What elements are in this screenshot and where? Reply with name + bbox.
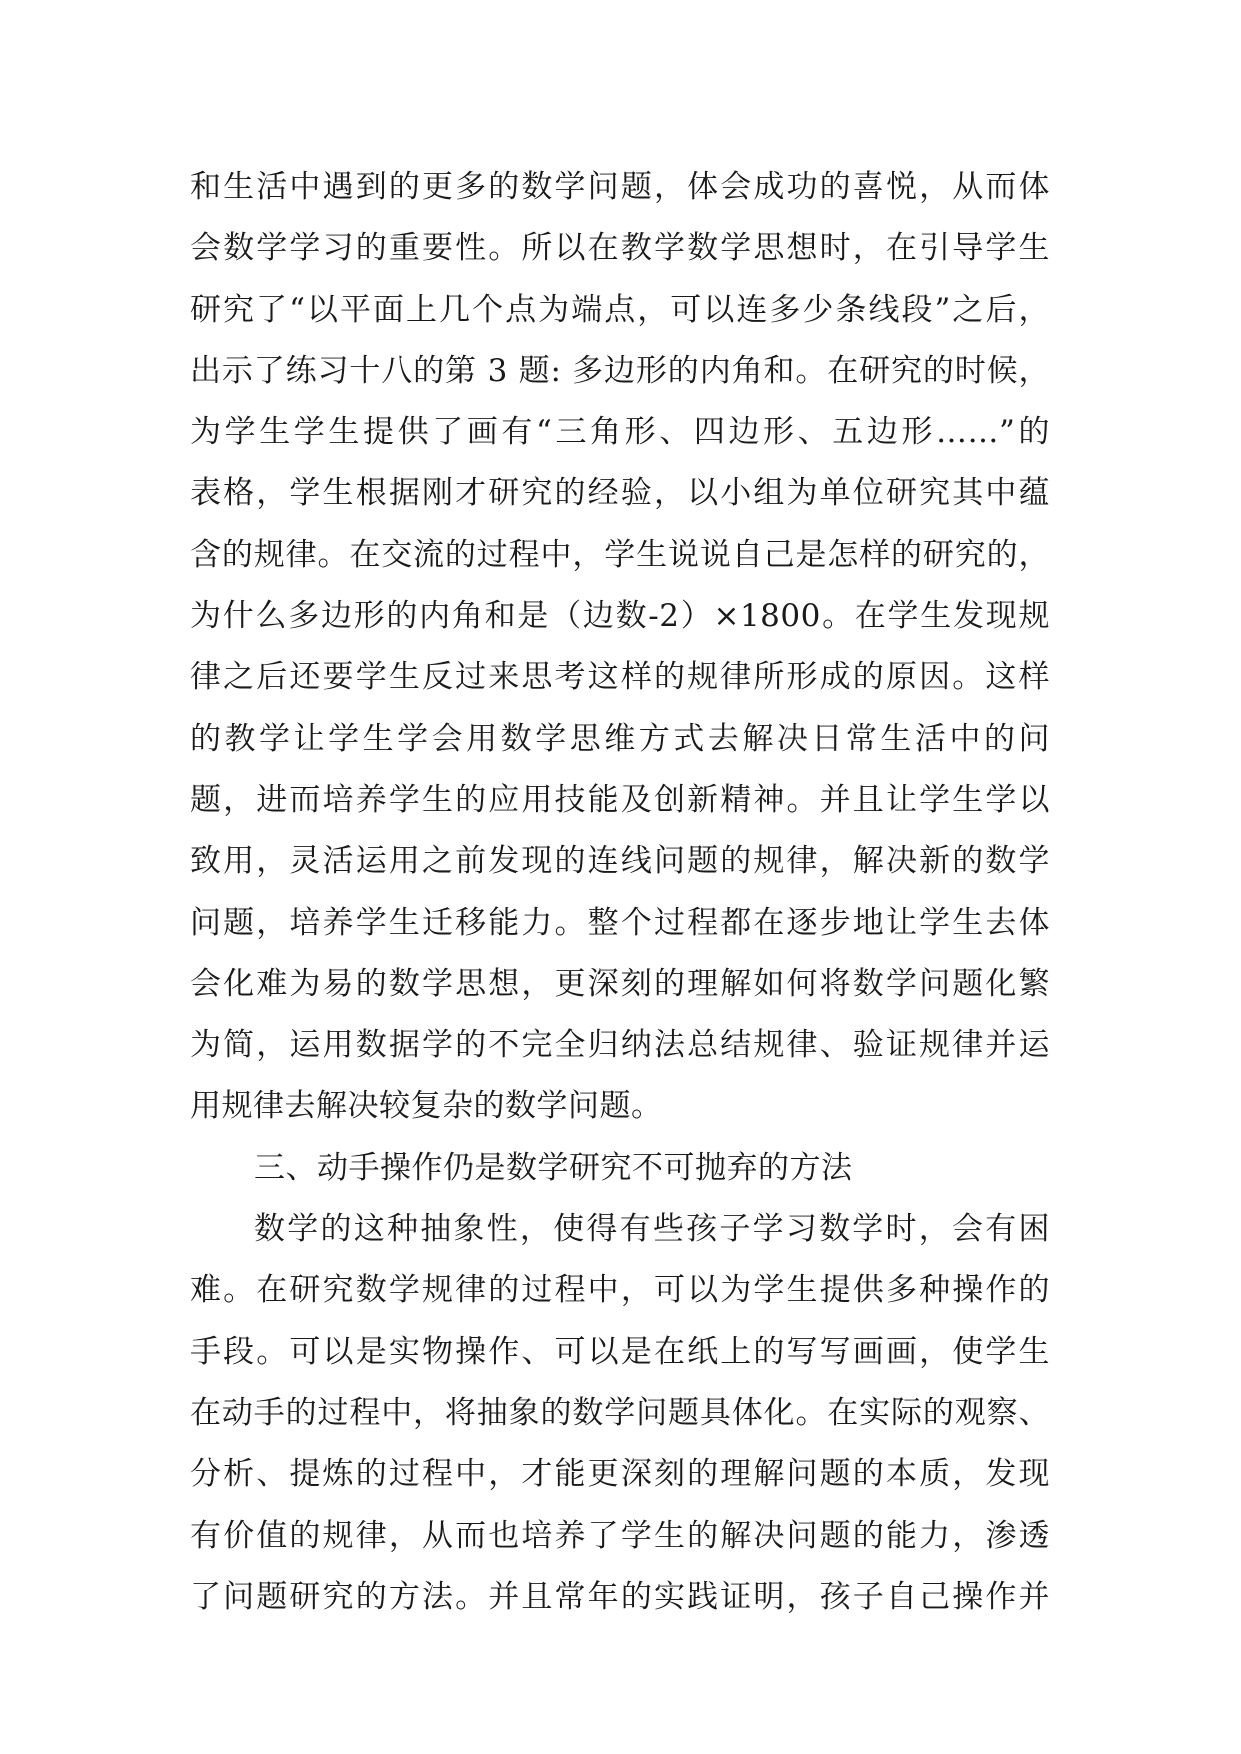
paragraph-2-line-2: 难。在研究数学规律的过程中，可以为学生提供多种操作的 [190, 1272, 1050, 1309]
paragraph-1-line-8: 为什么多边形的内角和是（边数-2）×1800。在学生发现规 [190, 598, 1050, 635]
paragraph-2-line-6: 有价值的规律，从而也培养了学生的解决问题的能力，渗透 [190, 1517, 1050, 1554]
paragraph-1-line-1: 和生活中遇到的更多的数学问题，体会成功的喜悦，从而体 [190, 169, 1050, 205]
paragraph-1-line-14: 会化难为易的数学思想，更深刻的理解如何将数学问题化繁 [190, 965, 1050, 1002]
paragraph-1-line-15: 为简，运用数据学的不完全归纳法总结规律、验证规律并运 [190, 1027, 1050, 1064]
paragraph-1-line-5: 为学生学生提供了画有“三角形、四边形、五边形……”的 [190, 414, 1050, 451]
body-text [190, 157, 1050, 1628]
paragraph-2-line-3: 手段。可以是实物操作、可以是在纸上的写写画画，使学生 [190, 1333, 1050, 1370]
paragraph-2-line-7: 了问题研究的方法。并且常年的实践证明，孩子自己操作并 [190, 1578, 1050, 1615]
paragraph-2-line-5: 分析、提炼的过程中，才能更深刻的理解问题的本质，发现 [190, 1456, 1050, 1493]
paragraph-2-line-4: 在动手的过程中，将抽象的数学问题具体化。在实际的观察、 [190, 1394, 1050, 1431]
paragraph-1-line-10: 的教学让学生学会用数学思维方式去解决日常生活中的问 [190, 720, 1050, 757]
paragraph-1-line-9: 律之后还要学生反过来思考这样的规律所形成的原因。这样 [190, 659, 1050, 696]
paragraph-1-line-4: 出示了练习十八的第 3 题: 多边形的内角和。在研究的时候， [190, 352, 1050, 389]
paragraph-1-line-7: 含的规律。在交流的过程中，学生说说自己是怎样的研究的， [190, 536, 1050, 573]
paragraph-1-line-3: 研究了“以平面上几个点为端点，可以连多少条线段”之后， [190, 291, 1050, 328]
paragraph-1-line-13: 问题，培养学生迁移能力。整个过程都在逐步地让学生去体 [190, 904, 1050, 941]
paragraph-1-line-6: 表格，学生根据刚才研究的经验，以小组为单位研究其中蕴 [190, 475, 1050, 512]
paragraph-1-line-12: 致用，灵活运用之前发现的连线问题的规律，解决新的数学 [190, 843, 1050, 880]
paragraph-1-line-11: 题，进而培养学生的应用技能及创新精神。并且让学生学以 [190, 781, 1050, 818]
section-heading: 三、动手操作仍是数学研究不可抛弃的方法 [254, 1149, 853, 1186]
paragraph-1-line-16: 用规律去解决较复杂的数学问题。 [190, 1088, 663, 1125]
paragraph-2-line-1: 数学的这种抽象性，使得有些孩子学习数学时，会有困 [254, 1211, 1050, 1248]
paragraph-1-line-2: 会数学学习的重要性。所以在教学数学思想时，在引导学生 [190, 230, 1050, 267]
